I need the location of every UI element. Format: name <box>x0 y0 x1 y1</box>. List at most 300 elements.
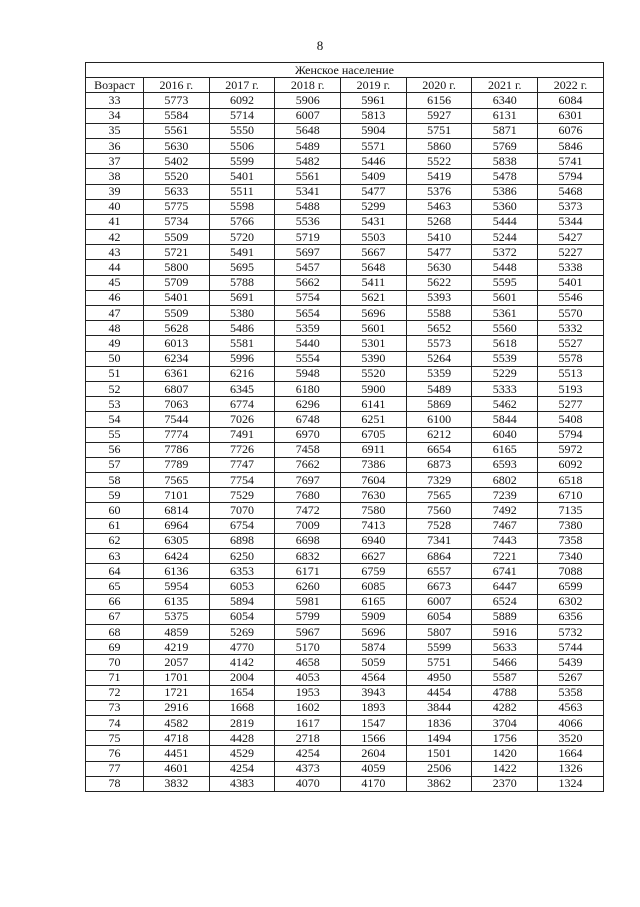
value-cell: 5630 <box>144 138 210 153</box>
value-cell: 3832 <box>144 776 210 791</box>
table-row <box>86 397 604 412</box>
value-cell: 5696 <box>341 624 407 639</box>
value-cell: 5277 <box>538 397 604 412</box>
value-cell: 5373 <box>538 199 604 214</box>
value-cell: 3520 <box>538 731 604 746</box>
value-cell: 5871 <box>472 123 538 138</box>
table-row <box>86 230 604 245</box>
value-cell: 5691 <box>209 290 275 305</box>
value-cell: 5509 <box>144 306 210 321</box>
value-cell: 6964 <box>144 518 210 533</box>
age-cell: 39 <box>86 184 144 199</box>
value-cell: 6593 <box>472 457 538 472</box>
age-cell: 37 <box>86 154 144 169</box>
table-row <box>86 579 604 594</box>
value-cell: 7221 <box>472 549 538 564</box>
value-cell: 5860 <box>406 138 472 153</box>
value-cell: 5714 <box>209 108 275 123</box>
value-cell: 5402 <box>144 154 210 169</box>
value-cell: 4454 <box>406 685 472 700</box>
value-cell: 5536 <box>275 214 341 229</box>
value-cell: 5341 <box>275 184 341 199</box>
value-cell: 4859 <box>144 624 210 639</box>
value-cell: 5889 <box>472 609 538 624</box>
value-cell: 5769 <box>472 138 538 153</box>
age-cell: 51 <box>86 366 144 381</box>
value-cell: 6774 <box>209 397 275 412</box>
value-cell: 5520 <box>144 169 210 184</box>
value-cell: 7604 <box>341 473 407 488</box>
value-cell: 5463 <box>406 199 472 214</box>
age-cell: 64 <box>86 564 144 579</box>
age-cell: 56 <box>86 442 144 457</box>
column-header-year: 2022 г. <box>538 78 604 93</box>
value-cell: 7680 <box>275 488 341 503</box>
value-cell: 6864 <box>406 549 472 564</box>
value-cell: 6447 <box>472 579 538 594</box>
table-row <box>86 533 604 548</box>
age-cell: 66 <box>86 594 144 609</box>
value-cell: 4066 <box>538 716 604 731</box>
value-cell: 4563 <box>538 700 604 715</box>
age-cell: 55 <box>86 427 144 442</box>
value-cell: 2370 <box>472 776 538 791</box>
value-cell: 5734 <box>144 214 210 229</box>
value-cell: 5227 <box>538 245 604 260</box>
value-cell: 5633 <box>144 184 210 199</box>
value-cell: 4451 <box>144 746 210 761</box>
table-row <box>86 123 604 138</box>
value-cell: 5794 <box>538 169 604 184</box>
value-cell: 5695 <box>209 260 275 275</box>
table-row <box>86 321 604 336</box>
value-cell: 5401 <box>209 169 275 184</box>
value-cell: 5408 <box>538 412 604 427</box>
value-cell: 6627 <box>341 549 407 564</box>
table-row <box>86 366 604 381</box>
column-header-age: Возраст <box>86 78 144 93</box>
value-cell: 5511 <box>209 184 275 199</box>
value-cell: 5059 <box>341 655 407 670</box>
age-cell: 52 <box>86 381 144 396</box>
value-cell: 3704 <box>472 716 538 731</box>
value-cell: 6301 <box>538 108 604 123</box>
value-cell: 6251 <box>341 412 407 427</box>
age-cell: 46 <box>86 290 144 305</box>
value-cell: 5800 <box>144 260 210 275</box>
value-cell: 5807 <box>406 624 472 639</box>
value-cell: 5598 <box>209 199 275 214</box>
value-cell: 5344 <box>538 214 604 229</box>
value-cell: 5448 <box>472 260 538 275</box>
value-cell: 4383 <box>209 776 275 791</box>
value-cell: 1721 <box>144 685 210 700</box>
value-cell: 5667 <box>341 245 407 260</box>
table-row <box>86 503 604 518</box>
table-row <box>86 731 604 746</box>
age-cell: 48 <box>86 321 144 336</box>
value-cell: 7565 <box>144 473 210 488</box>
column-header-year: 2019 г. <box>341 78 407 93</box>
value-cell: 5457 <box>275 260 341 275</box>
value-cell: 6092 <box>538 457 604 472</box>
value-cell: 6673 <box>406 579 472 594</box>
value-cell: 5630 <box>406 260 472 275</box>
value-cell: 1324 <box>538 776 604 791</box>
table-caption-row <box>86 63 604 78</box>
value-cell: 4053 <box>275 670 341 685</box>
value-cell: 5440 <box>275 336 341 351</box>
table-row <box>86 594 604 609</box>
value-cell: 6361 <box>144 366 210 381</box>
value-cell: 5744 <box>538 640 604 655</box>
age-cell: 76 <box>86 746 144 761</box>
table-row <box>86 169 604 184</box>
value-cell: 6040 <box>472 427 538 442</box>
value-cell: 7630 <box>341 488 407 503</box>
value-cell: 5754 <box>275 290 341 305</box>
value-cell: 5775 <box>144 199 210 214</box>
table-row <box>86 488 604 503</box>
value-cell: 6557 <box>406 564 472 579</box>
value-cell: 5358 <box>538 685 604 700</box>
value-cell: 6165 <box>341 594 407 609</box>
value-cell: 5874 <box>341 640 407 655</box>
value-cell: 1547 <box>341 716 407 731</box>
value-cell: 6165 <box>472 442 538 457</box>
value-cell: 7697 <box>275 473 341 488</box>
value-cell: 4254 <box>209 761 275 776</box>
value-cell: 1701 <box>144 670 210 685</box>
value-cell: 5648 <box>341 260 407 275</box>
age-cell: 49 <box>86 336 144 351</box>
value-cell: 7088 <box>538 564 604 579</box>
value-cell: 4788 <box>472 685 538 700</box>
column-header-year: 2017 г. <box>209 78 275 93</box>
value-cell: 6832 <box>275 549 341 564</box>
table-row <box>86 442 604 457</box>
value-cell: 7560 <box>406 503 472 518</box>
age-cell: 61 <box>86 518 144 533</box>
value-cell: 5732 <box>538 624 604 639</box>
value-cell: 6353 <box>209 564 275 579</box>
value-cell: 1836 <box>406 716 472 731</box>
value-cell: 5299 <box>341 199 407 214</box>
value-cell: 4142 <box>209 655 275 670</box>
age-cell: 67 <box>86 609 144 624</box>
value-cell: 6873 <box>406 457 472 472</box>
value-cell: 5229 <box>472 366 538 381</box>
value-cell: 3862 <box>406 776 472 791</box>
value-cell: 5561 <box>275 169 341 184</box>
value-cell: 5376 <box>406 184 472 199</box>
value-cell: 5573 <box>406 336 472 351</box>
table-row <box>86 154 604 169</box>
value-cell: 5652 <box>406 321 472 336</box>
value-cell: 3844 <box>406 700 472 715</box>
value-cell: 7239 <box>472 488 538 503</box>
age-cell: 72 <box>86 685 144 700</box>
value-cell: 5477 <box>406 245 472 260</box>
age-cell: 71 <box>86 670 144 685</box>
value-cell: 2718 <box>275 731 341 746</box>
age-cell: 44 <box>86 260 144 275</box>
value-cell: 3943 <box>341 685 407 700</box>
value-cell: 5386 <box>472 184 538 199</box>
value-cell: 4564 <box>341 670 407 685</box>
table-row <box>86 609 604 624</box>
value-cell: 1617 <box>275 716 341 731</box>
value-cell: 5466 <box>472 655 538 670</box>
value-cell: 5584 <box>144 108 210 123</box>
value-cell: 5900 <box>341 381 407 396</box>
value-cell: 5894 <box>209 594 275 609</box>
value-cell: 5444 <box>472 214 538 229</box>
age-cell: 57 <box>86 457 144 472</box>
value-cell: 4950 <box>406 670 472 685</box>
value-cell: 7786 <box>144 442 210 457</box>
table-row <box>86 199 604 214</box>
value-cell: 4219 <box>144 640 210 655</box>
value-cell: 7329 <box>406 473 472 488</box>
value-cell: 5333 <box>472 381 538 396</box>
table-row <box>86 93 604 108</box>
value-cell: 6807 <box>144 381 210 396</box>
value-cell: 5697 <box>275 245 341 260</box>
value-cell: 5193 <box>538 381 604 396</box>
value-cell: 6345 <box>209 381 275 396</box>
value-cell: 5468 <box>538 184 604 199</box>
value-cell: 5720 <box>209 230 275 245</box>
value-cell: 5489 <box>275 138 341 153</box>
age-cell: 43 <box>86 245 144 260</box>
table-body <box>86 93 604 792</box>
value-cell: 7774 <box>144 427 210 442</box>
value-cell: 5264 <box>406 351 472 366</box>
table-header-row <box>86 78 604 93</box>
value-cell: 6013 <box>144 336 210 351</box>
value-cell: 5375 <box>144 609 210 624</box>
value-cell: 4718 <box>144 731 210 746</box>
value-cell: 6898 <box>209 533 275 548</box>
value-cell: 1654 <box>209 685 275 700</box>
value-cell: 1566 <box>341 731 407 746</box>
value-cell: 6180 <box>275 381 341 396</box>
column-header-year: 2020 г. <box>406 78 472 93</box>
value-cell: 5599 <box>406 640 472 655</box>
value-cell: 5411 <box>341 275 407 290</box>
table-row <box>86 427 604 442</box>
age-cell: 59 <box>86 488 144 503</box>
value-cell: 5906 <box>275 93 341 108</box>
value-cell: 5621 <box>341 290 407 305</box>
table-row <box>86 108 604 123</box>
value-cell: 6759 <box>341 564 407 579</box>
value-cell: 6054 <box>406 609 472 624</box>
value-cell: 5409 <box>341 169 407 184</box>
table-caption: Женское население <box>86 63 604 78</box>
value-cell: 7565 <box>406 488 472 503</box>
value-cell: 5491 <box>209 245 275 260</box>
value-cell: 5909 <box>341 609 407 624</box>
value-cell: 6054 <box>209 609 275 624</box>
value-cell: 5269 <box>209 624 275 639</box>
value-cell: 1664 <box>538 746 604 761</box>
value-cell: 5550 <box>209 123 275 138</box>
value-cell: 4601 <box>144 761 210 776</box>
column-header-year: 2018 г. <box>275 78 341 93</box>
value-cell: 5581 <box>209 336 275 351</box>
value-cell: 5599 <box>209 154 275 169</box>
value-cell: 5410 <box>406 230 472 245</box>
value-cell: 5539 <box>472 351 538 366</box>
value-cell: 1893 <box>341 700 407 715</box>
value-cell: 2819 <box>209 716 275 731</box>
value-cell: 6007 <box>406 594 472 609</box>
age-cell: 42 <box>86 230 144 245</box>
value-cell: 4428 <box>209 731 275 746</box>
age-cell: 62 <box>86 533 144 548</box>
value-cell: 7009 <box>275 518 341 533</box>
age-cell: 47 <box>86 306 144 321</box>
value-cell: 5869 <box>406 397 472 412</box>
value-cell: 6599 <box>538 579 604 594</box>
value-cell: 5981 <box>275 594 341 609</box>
value-cell: 6156 <box>406 93 472 108</box>
value-cell: 5401 <box>144 290 210 305</box>
value-cell: 7380 <box>538 518 604 533</box>
value-cell: 7492 <box>472 503 538 518</box>
value-cell: 5633 <box>472 640 538 655</box>
value-cell: 7491 <box>209 427 275 442</box>
value-cell: 6710 <box>538 488 604 503</box>
value-cell: 6260 <box>275 579 341 594</box>
value-cell: 5794 <box>538 427 604 442</box>
value-cell: 5513 <box>538 366 604 381</box>
value-cell: 5709 <box>144 275 210 290</box>
value-cell: 5244 <box>472 230 538 245</box>
value-cell: 5170 <box>275 640 341 655</box>
value-cell: 4373 <box>275 761 341 776</box>
table-row <box>86 746 604 761</box>
value-cell: 7458 <box>275 442 341 457</box>
value-cell: 5419 <box>406 169 472 184</box>
value-cell: 7341 <box>406 533 472 548</box>
value-cell: 6296 <box>275 397 341 412</box>
table-row <box>86 700 604 715</box>
value-cell: 5571 <box>341 138 407 153</box>
age-cell: 33 <box>86 93 144 108</box>
age-cell: 65 <box>86 579 144 594</box>
value-cell: 5601 <box>472 290 538 305</box>
table-row <box>86 245 604 260</box>
value-cell: 5595 <box>472 275 538 290</box>
value-cell: 5648 <box>275 123 341 138</box>
table-row <box>86 260 604 275</box>
value-cell: 5390 <box>341 351 407 366</box>
value-cell: 6741 <box>472 564 538 579</box>
value-cell: 5766 <box>209 214 275 229</box>
age-cell: 50 <box>86 351 144 366</box>
value-cell: 7070 <box>209 503 275 518</box>
value-cell: 5578 <box>538 351 604 366</box>
value-cell: 2004 <box>209 670 275 685</box>
value-cell: 5439 <box>538 655 604 670</box>
value-cell: 6212 <box>406 427 472 442</box>
age-cell: 34 <box>86 108 144 123</box>
value-cell: 5506 <box>209 138 275 153</box>
value-cell: 5904 <box>341 123 407 138</box>
value-cell: 5560 <box>472 321 538 336</box>
value-cell: 5462 <box>472 397 538 412</box>
value-cell: 2916 <box>144 700 210 715</box>
value-cell: 6085 <box>341 579 407 594</box>
value-cell: 5478 <box>472 169 538 184</box>
value-cell: 6216 <box>209 366 275 381</box>
value-cell: 6518 <box>538 473 604 488</box>
column-header-year: 2021 г. <box>472 78 538 93</box>
value-cell: 5522 <box>406 154 472 169</box>
value-cell: 6135 <box>144 594 210 609</box>
value-cell: 5380 <box>209 306 275 321</box>
value-cell: 7789 <box>144 457 210 472</box>
value-cell: 5628 <box>144 321 210 336</box>
value-cell: 6970 <box>275 427 341 442</box>
value-cell: 6234 <box>144 351 210 366</box>
value-cell: 5961 <box>341 93 407 108</box>
value-cell: 4254 <box>275 746 341 761</box>
value-cell: 6084 <box>538 93 604 108</box>
table-row <box>86 138 604 153</box>
age-cell: 68 <box>86 624 144 639</box>
value-cell: 5268 <box>406 214 472 229</box>
value-cell: 5751 <box>406 655 472 670</box>
value-cell: 6705 <box>341 427 407 442</box>
value-cell: 6356 <box>538 609 604 624</box>
age-cell: 45 <box>86 275 144 290</box>
table-row <box>86 685 604 700</box>
table-row <box>86 518 604 533</box>
value-cell: 7544 <box>144 412 210 427</box>
value-cell: 5751 <box>406 123 472 138</box>
value-cell: 5509 <box>144 230 210 245</box>
value-cell: 6698 <box>275 533 341 548</box>
value-cell: 6250 <box>209 549 275 564</box>
age-cell: 74 <box>86 716 144 731</box>
value-cell: 2604 <box>341 746 407 761</box>
table-row <box>86 716 604 731</box>
value-cell: 5332 <box>538 321 604 336</box>
value-cell: 7386 <box>341 457 407 472</box>
value-cell: 6940 <box>341 533 407 548</box>
age-cell: 36 <box>86 138 144 153</box>
value-cell: 5588 <box>406 306 472 321</box>
value-cell: 7747 <box>209 457 275 472</box>
age-cell: 35 <box>86 123 144 138</box>
value-cell: 5489 <box>406 381 472 396</box>
value-cell: 6007 <box>275 108 341 123</box>
value-cell: 2057 <box>144 655 210 670</box>
value-cell: 6802 <box>472 473 538 488</box>
value-cell: 7472 <box>275 503 341 518</box>
value-cell: 5359 <box>406 366 472 381</box>
table-row <box>86 381 604 396</box>
table-row <box>86 275 604 290</box>
value-cell: 5546 <box>538 290 604 305</box>
value-cell: 4059 <box>341 761 407 776</box>
value-cell: 6076 <box>538 123 604 138</box>
value-cell: 5527 <box>538 336 604 351</box>
